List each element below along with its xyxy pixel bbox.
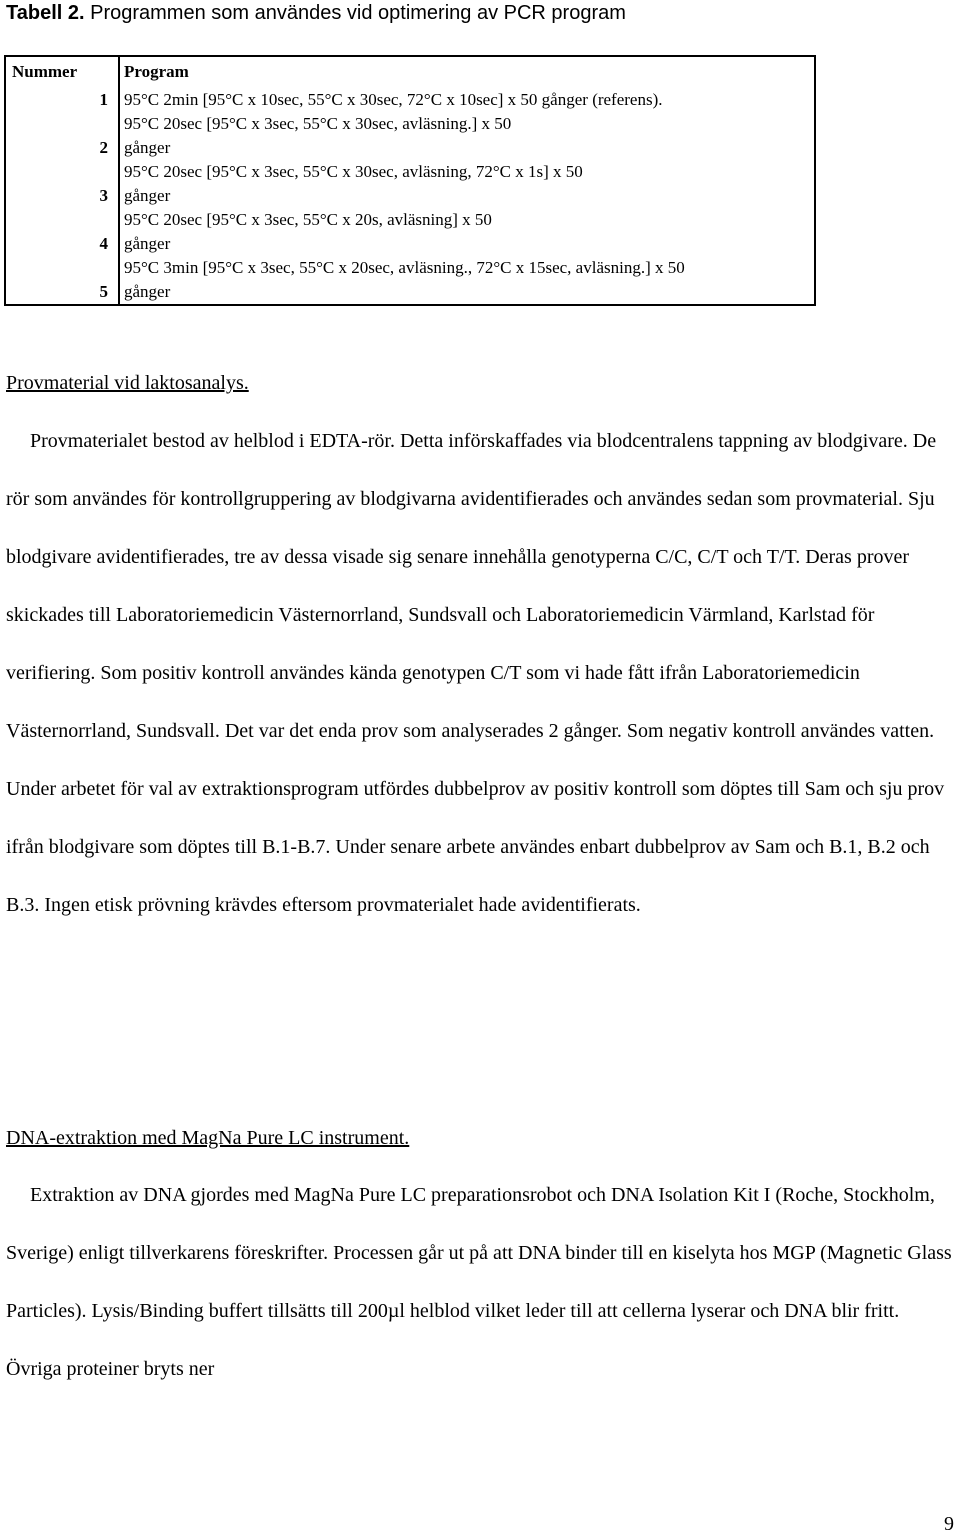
row-number: 2 xyxy=(5,112,119,160)
table-row xyxy=(5,112,815,160)
table-caption-text: Programmen som användes vid optimering av PCR program xyxy=(84,2,626,24)
program-line: gånger xyxy=(124,282,171,301)
program-line: gånger xyxy=(124,186,171,205)
table-row xyxy=(5,86,815,112)
program-line: gånger xyxy=(124,138,171,157)
row-number: 5 xyxy=(5,256,119,305)
program-line: 95°C 2min [95°C x 10sec, 55°C x 30sec, 72°C x 10sec] x 50 gånger (referens). xyxy=(124,90,663,109)
paragraph-provmaterial xyxy=(6,412,956,934)
paragraph-text: Provmaterialet bestod av helblod i EDTA-rör. Detta införskaffades via blodcentralens tappning av blodgivare. De rör som användes för kontrollgruppering av blodgivarna avidentifierades och användes sedan som provmaterial. Sju blodgivare avidentifierades, tre av dessa visade sig senare innehålla genotyperna C/C, C/T och T/T. Deras prover skickades till Laboratoriemedicin Västernorrland, Sundsvall och Laboratoriemedicin Värmland, Karlstad för verifiering. Som positiv kontroll användes kända genotypen C/T som vi hade fått ifrån Laboratoriemedicin Västernorrland, Sundsvall. Det var det enda prov som analyserades 2 gånger. Som negativ kontroll användes vatten. Under arbetet för val av extraktionsprogram utfördes dubbelprov av positiv kontroll som döptes till Sam och sju prov ifrån blodgivare som döptes till B.1-B.7. Under senare arbete användes enbart dubbelprov av Sam och B.1, B.2 och B.3. Ingen etisk prövning krävdes eftersom provmaterialet hade avidentifierats. xyxy=(6,430,945,916)
table-row xyxy=(5,256,815,305)
program-line: 95°C 20sec [95°C x 3sec, 55°C x 30sec, avläsning.] x 50 xyxy=(124,114,512,133)
page-number: 9 xyxy=(944,1513,954,1535)
row-number: 4 xyxy=(5,208,119,256)
header-program: Program xyxy=(124,61,189,81)
row-program xyxy=(119,160,815,208)
table-caption xyxy=(6,0,626,26)
table-caption-label: Tabell 2. xyxy=(6,2,85,24)
header-number: Nummer xyxy=(5,56,119,86)
table-row xyxy=(5,160,815,208)
section-heading-provmaterial: Provmaterial vid laktosanalys. xyxy=(6,372,249,394)
table-row xyxy=(5,208,815,256)
pcr-program-table xyxy=(4,55,816,306)
paragraph-text: Extraktion av DNA gjordes med MagNa Pure LC preparationsrobot och DNA Isolation Kit I (Roche, Stockholm, Sverige) enligt tillverkarens föreskrifter. Processen går ut på att DNA binder till en kiselyta hos MGP (Magnetic Glass Particles). Lysis/Binding buffert tillsätts till 200µl helblod vilket leder till att cellerna lyserar och DNA blir fritt. Övriga proteiner bryts ner xyxy=(6,1184,952,1380)
program-line: 95°C 20sec [95°C x 3sec, 55°C x 20s, avläsning] x 50 xyxy=(124,210,492,229)
program-line: 95°C 20sec [95°C x 3sec, 55°C x 30sec, avläsning, 72°C x 1s] x 50 xyxy=(124,162,583,181)
program-line: gånger xyxy=(124,234,171,253)
program-line: 95°C 3min [95°C x 3sec, 55°C x 20sec, avläsning., 72°C x 15sec, avläsning.] x 50 xyxy=(124,258,685,277)
section-heading-dna-extraktion: DNA-extraktion med MagNa Pure LC instrument. xyxy=(6,1127,410,1149)
row-number: 3 xyxy=(5,160,119,208)
table-header-row xyxy=(5,56,815,86)
row-program xyxy=(119,112,815,160)
row-program xyxy=(119,256,815,305)
row-program xyxy=(119,86,815,112)
row-number: 1 xyxy=(5,86,119,112)
row-program xyxy=(119,208,815,256)
paragraph-dna-extraktion xyxy=(6,1166,956,1398)
